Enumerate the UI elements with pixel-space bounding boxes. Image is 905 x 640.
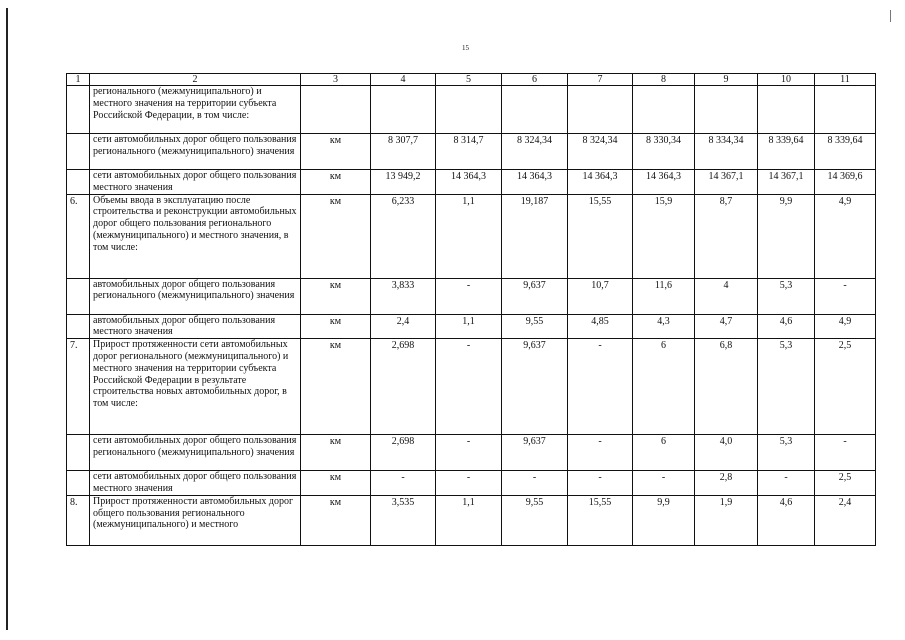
value-cell: -	[436, 339, 502, 435]
row-number-cell: 7.	[67, 339, 90, 435]
value-cell: 8 334,34	[695, 134, 758, 170]
value-cell	[568, 86, 633, 134]
value-cell: 9,55	[502, 495, 568, 545]
indicator-name-cell: автомобильных дорог общего пользования местного значения	[90, 314, 301, 339]
row-number-cell	[67, 134, 90, 170]
value-cell: 13 949,2	[371, 170, 436, 195]
value-cell: 9,9	[633, 495, 695, 545]
value-cell: 15,55	[568, 495, 633, 545]
value-cell: 10,7	[568, 278, 633, 314]
table-row	[67, 435, 876, 471]
value-cell: -	[568, 471, 633, 496]
value-cell: 14 369,6	[815, 170, 876, 195]
value-cell: 5,3	[758, 339, 815, 435]
value-cell: -	[633, 471, 695, 496]
value-cell: 14 364,3	[436, 170, 502, 195]
value-cell: 1,1	[436, 314, 502, 339]
unit-cell: км	[301, 170, 371, 195]
value-cell: 9,637	[502, 435, 568, 471]
value-cell: 8 339,64	[815, 134, 876, 170]
page-left-edge-line	[6, 8, 8, 630]
indicator-name-cell: Прирост протяженности сети автомобильных дорог регионального (межмуниципального) и местного значения на территории субъекта Российской Федерации в результате строительства новых автомобильных дорог, в том числе:	[90, 339, 301, 435]
value-cell: -	[815, 278, 876, 314]
value-cell: 8 314,7	[436, 134, 502, 170]
row-number-cell	[67, 278, 90, 314]
indicator-name-cell: сети автомобильных дорог общего пользования регионального (межмуниципального) значения	[90, 134, 301, 170]
header-cell: 11	[815, 74, 876, 86]
value-cell: 11,6	[633, 278, 695, 314]
unit-cell: км	[301, 134, 371, 170]
value-cell: 8,7	[695, 194, 758, 278]
table-row	[67, 134, 876, 170]
row-number-cell	[67, 435, 90, 471]
value-cell: 14 364,3	[633, 170, 695, 195]
value-cell: 8 339,64	[758, 134, 815, 170]
indicator-name-cell: Прирост протяженности автомобильных дорог общего пользования регионального (межмуниципального) и местного	[90, 495, 301, 545]
value-cell: 9,9	[758, 194, 815, 278]
table-header-row	[67, 74, 876, 86]
value-cell: 2,4	[371, 314, 436, 339]
indicator-name-cell: сети автомобильных дорог общего пользования регионального (межмуниципального) значения	[90, 435, 301, 471]
header-cell: 1	[67, 74, 90, 86]
value-cell: 4,85	[568, 314, 633, 339]
table-row	[67, 339, 876, 435]
indicator-name-cell: регионального (межмуниципального) и местного значения на территории субъекта Российской Федерации, в том числе:	[90, 86, 301, 134]
unit-cell: км	[301, 314, 371, 339]
indicators-table	[66, 73, 876, 546]
value-cell: 6,233	[371, 194, 436, 278]
value-cell: 14 364,3	[568, 170, 633, 195]
value-cell: -	[815, 435, 876, 471]
indicator-name-cell: сети автомобильных дорог общего пользования местного значения	[90, 170, 301, 195]
header-cell: 2	[90, 74, 301, 86]
value-cell: -	[568, 339, 633, 435]
row-number-cell: 6.	[67, 194, 90, 278]
value-cell	[758, 86, 815, 134]
value-cell: 14 367,1	[758, 170, 815, 195]
value-cell: 2,698	[371, 435, 436, 471]
unit-cell: км	[301, 194, 371, 278]
value-cell: 9,55	[502, 314, 568, 339]
value-cell: 4,7	[695, 314, 758, 339]
page-number: 15	[462, 44, 469, 52]
value-cell: 6	[633, 339, 695, 435]
table-row	[67, 86, 876, 134]
row-number-cell	[67, 314, 90, 339]
value-cell: 4,3	[633, 314, 695, 339]
value-cell: 2,5	[815, 471, 876, 496]
value-cell: 4,9	[815, 194, 876, 278]
value-cell: 3,833	[371, 278, 436, 314]
unit-cell	[301, 86, 371, 134]
value-cell: 9,637	[502, 278, 568, 314]
value-cell: 1,1	[436, 194, 502, 278]
value-cell	[502, 86, 568, 134]
table-row	[67, 471, 876, 496]
value-cell: 2,5	[815, 339, 876, 435]
value-cell: 4,9	[815, 314, 876, 339]
value-cell: 2,698	[371, 339, 436, 435]
value-cell: -	[758, 471, 815, 496]
row-number-cell	[67, 471, 90, 496]
unit-cell: км	[301, 495, 371, 545]
value-cell: 14 367,1	[695, 170, 758, 195]
value-cell: 8 324,34	[568, 134, 633, 170]
unit-cell: км	[301, 435, 371, 471]
unit-cell: км	[301, 339, 371, 435]
value-cell: 4,0	[695, 435, 758, 471]
value-cell: 2,4	[815, 495, 876, 545]
unit-cell: км	[301, 278, 371, 314]
row-number-cell	[67, 86, 90, 134]
value-cell: -	[502, 471, 568, 496]
value-cell: 19,187	[502, 194, 568, 278]
value-cell	[436, 86, 502, 134]
indicator-name-cell: Объемы ввода в эксплуатацию после строительства и реконструкции автомобильных дорог общего пользования регионального (межмуниципального) и местного значения, в том числе:	[90, 194, 301, 278]
header-cell: 7	[568, 74, 633, 86]
indicator-name-cell: автомобильных дорог общего пользования регионального (межмуниципального) значения	[90, 278, 301, 314]
value-cell: 9,637	[502, 339, 568, 435]
value-cell: 6	[633, 435, 695, 471]
table-row	[67, 314, 876, 339]
header-cell: 10	[758, 74, 815, 86]
value-cell	[815, 86, 876, 134]
unit-cell: км	[301, 471, 371, 496]
value-cell: 8 330,34	[633, 134, 695, 170]
table-row	[67, 278, 876, 314]
value-cell: 4	[695, 278, 758, 314]
value-cell: 6,8	[695, 339, 758, 435]
value-cell: 1,9	[695, 495, 758, 545]
value-cell: -	[436, 278, 502, 314]
value-cell: 8 307,7	[371, 134, 436, 170]
header-cell: 6	[502, 74, 568, 86]
value-cell: 5,3	[758, 435, 815, 471]
table-row	[67, 194, 876, 278]
header-cell: 4	[371, 74, 436, 86]
indicator-name-cell: сети автомобильных дорог общего пользования местного значения	[90, 471, 301, 496]
value-cell: 5,3	[758, 278, 815, 314]
page-corner-mark	[890, 10, 891, 22]
table-row	[67, 170, 876, 195]
value-cell: 15,55	[568, 194, 633, 278]
header-cell: 8	[633, 74, 695, 86]
value-cell: 1,1	[436, 495, 502, 545]
value-cell: 14 364,3	[502, 170, 568, 195]
value-cell	[633, 86, 695, 134]
value-cell: -	[371, 471, 436, 496]
header-cell: 3	[301, 74, 371, 86]
row-number-cell: 8.	[67, 495, 90, 545]
value-cell: 2,8	[695, 471, 758, 496]
header-cell: 5	[436, 74, 502, 86]
value-cell: 4,6	[758, 495, 815, 545]
row-number-cell	[67, 170, 90, 195]
value-cell: 4,6	[758, 314, 815, 339]
value-cell: -	[436, 471, 502, 496]
value-cell: 8 324,34	[502, 134, 568, 170]
value-cell: 15,9	[633, 194, 695, 278]
value-cell	[371, 86, 436, 134]
value-cell	[695, 86, 758, 134]
value-cell: -	[436, 435, 502, 471]
header-cell: 9	[695, 74, 758, 86]
value-cell: -	[568, 435, 633, 471]
value-cell: 3,535	[371, 495, 436, 545]
table-row	[67, 495, 876, 545]
